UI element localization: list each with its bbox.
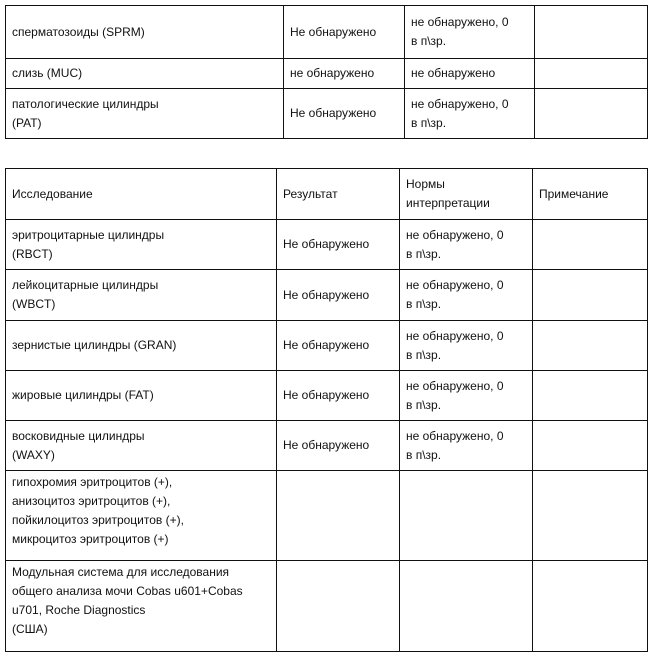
result: Не обнаружено [277, 220, 400, 270]
note [533, 471, 648, 561]
test-name: восковидные цилиндры (WAXY) [6, 421, 277, 471]
table-row [6, 561, 648, 652]
note [535, 89, 648, 139]
test-name: зернистые цилиндры (GRAN) [6, 321, 277, 371]
note [533, 220, 648, 270]
result: Не обнаружено [277, 421, 400, 471]
norm: не обнаружено [405, 59, 535, 89]
note [533, 371, 648, 421]
norm: не обнаружено, 0 в п\зр. [400, 270, 533, 321]
result [277, 561, 400, 652]
header-norm: Нормы интерпретации [400, 169, 533, 220]
header-result: Результат [277, 169, 400, 220]
header-note: Примечание [533, 169, 648, 220]
norm [400, 561, 533, 652]
test-name: слизь (MUC) [6, 59, 284, 89]
result: Не обнаружено [277, 321, 400, 371]
norm: не обнаружено, 0 в п\зр. [405, 89, 535, 139]
table-row [6, 59, 648, 89]
table-row [6, 6, 648, 59]
header-test: Исследование [6, 169, 277, 220]
result: Не обнаружено [277, 270, 400, 321]
norm: не обнаружено, 0 в п\зр. [400, 220, 533, 270]
norm [400, 471, 533, 561]
note [535, 59, 648, 89]
note [533, 561, 648, 652]
test-name: гипохромия эритроцитов (+), анизоцитоз эритроцитов (+), пойкилоцитоз эритроцитов (+), микроцитоз эритроцитов (+) [6, 471, 277, 561]
test-name: патологические цилиндры (PAT) [6, 89, 284, 139]
norm: не обнаружено, 0 в п\зр. [400, 321, 533, 371]
note [535, 6, 648, 59]
test-name: сперматозоиды (SPRM) [6, 6, 284, 59]
table-row [6, 270, 648, 321]
note [533, 270, 648, 321]
result: не обнаружено [284, 59, 405, 89]
norm: не обнаружено, 0 в п\зр. [400, 371, 533, 421]
result [277, 471, 400, 561]
result: Не обнаружено [277, 371, 400, 421]
table-row [6, 321, 648, 371]
note [533, 321, 648, 371]
table-row [6, 220, 648, 270]
norm: не обнаружено, 0 в п\зр. [400, 421, 533, 471]
results-table-1 [5, 5, 648, 139]
test-name: Модульная система для исследования общего анализа мочи Cobas u601+Cobas u701, Roche Diagnostics (США) [6, 561, 277, 652]
test-name: эритроцитарные цилиндры (RBCT) [6, 220, 277, 270]
table-row [6, 89, 648, 139]
note [533, 421, 648, 471]
table-row [6, 421, 648, 471]
table-header-row [6, 169, 648, 220]
test-name: лейкоцитарные цилиндры (WBCT) [6, 270, 277, 321]
result: Не обнаружено [284, 6, 405, 59]
test-name: жировые цилиндры (FAT) [6, 371, 277, 421]
results-table-2 [5, 168, 648, 652]
table-row [6, 471, 648, 561]
result: Не обнаружено [284, 89, 405, 139]
norm: не обнаружено, 0 в п\зр. [405, 6, 535, 59]
table-row [6, 371, 648, 421]
